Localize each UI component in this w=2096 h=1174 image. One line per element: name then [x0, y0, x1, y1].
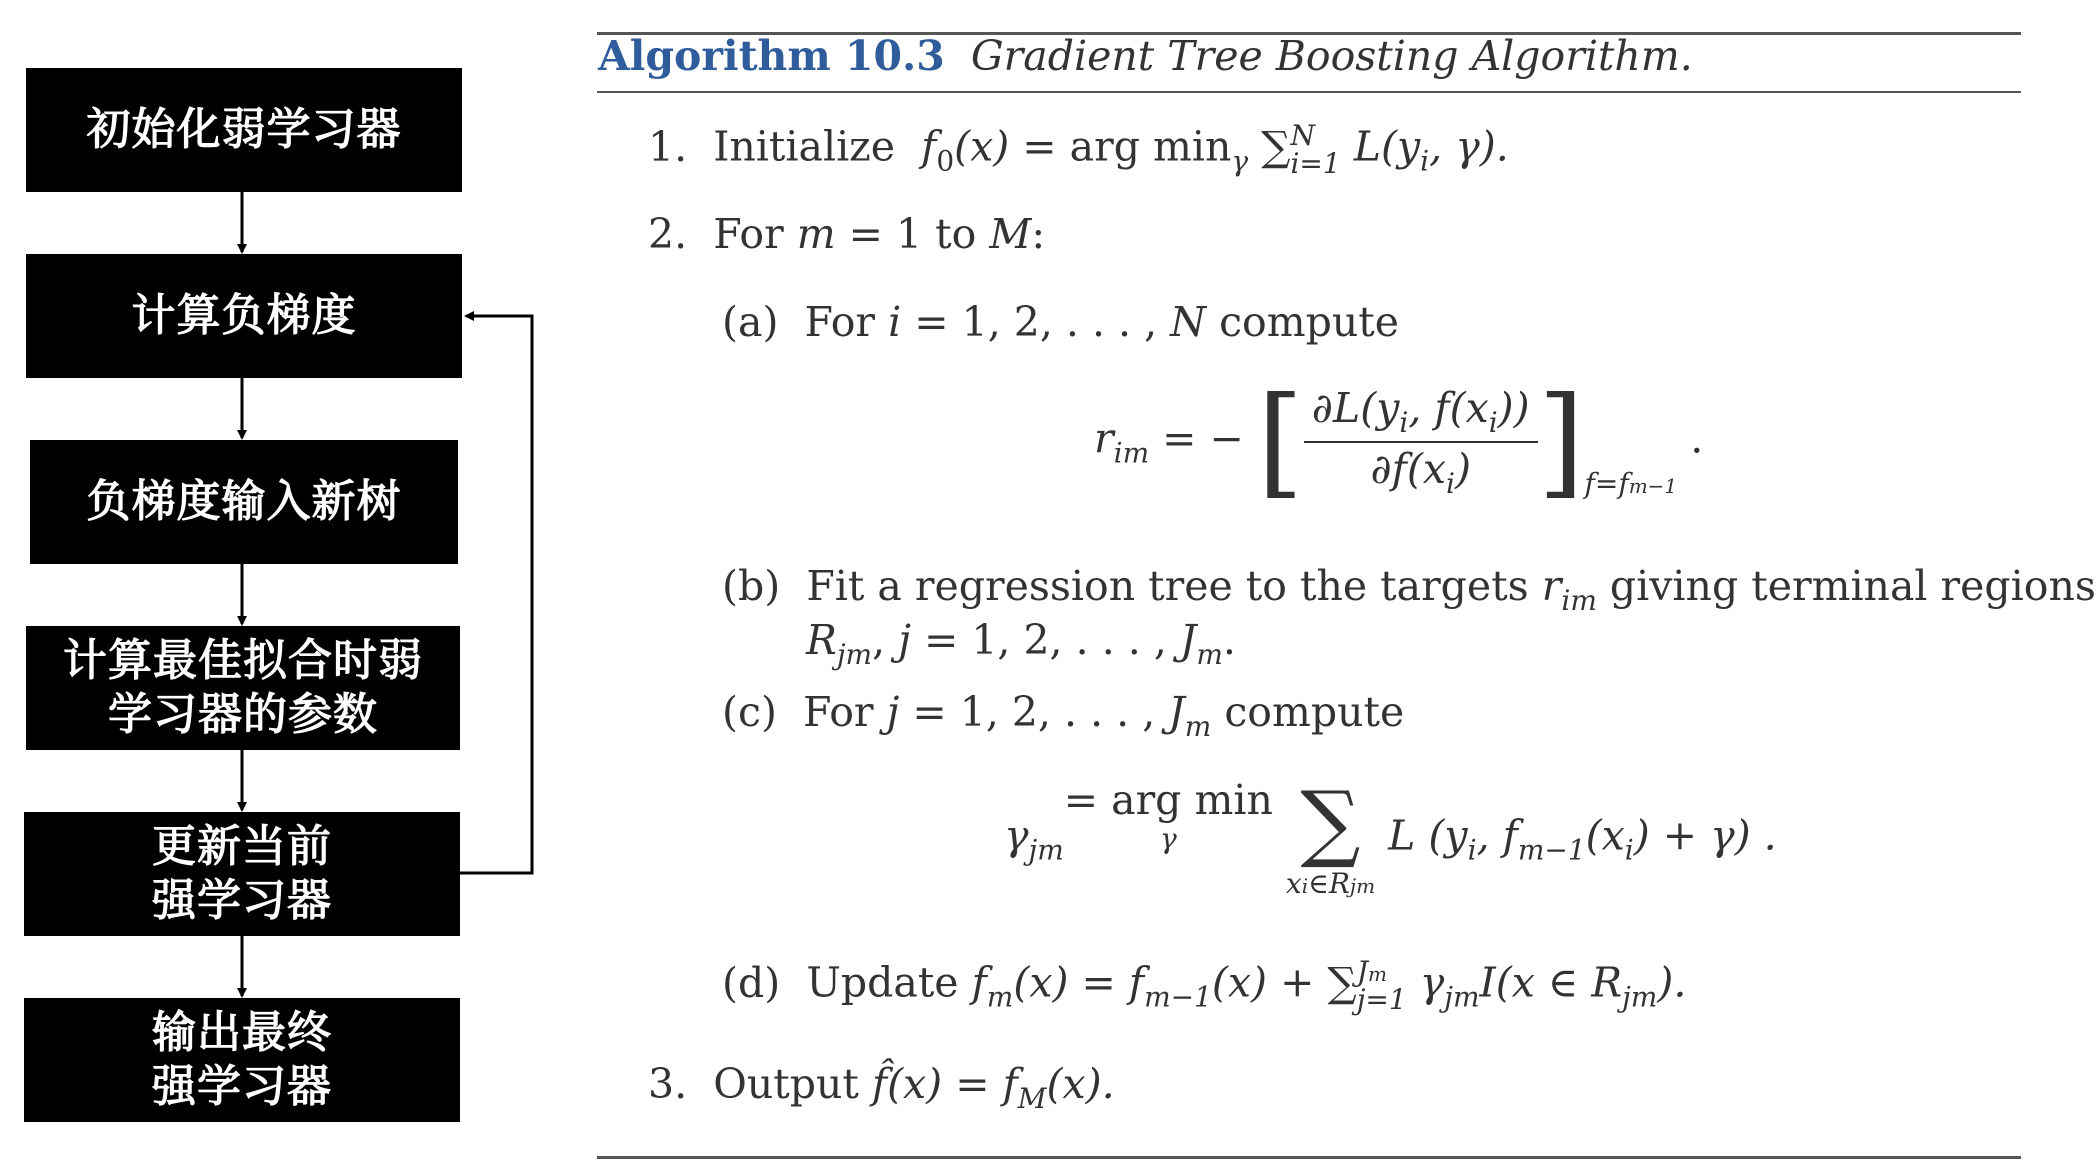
math-f: f [1128, 958, 1145, 1007]
step-2 [648, 210, 1045, 258]
bottom-rule [597, 1156, 2021, 1159]
math-r: r [1094, 414, 1114, 463]
sum-under-part: jm [1349, 874, 1376, 898]
num-sub: i [1488, 406, 1498, 439]
math-args: ). [1657, 958, 1687, 1007]
step-label: (a) [722, 298, 779, 346]
den-part: ) [1454, 445, 1471, 493]
sum-sup-part: J [1356, 955, 1368, 988]
flow-box-text: 初始化弱学习器 [86, 104, 402, 155]
sum-sub: j=1 [1356, 983, 1407, 1016]
num-sub: i [1399, 406, 1409, 439]
math-f: f [921, 122, 937, 171]
num-part: ∂L(y [1311, 384, 1400, 432]
math-args: ) + γ) . [1633, 811, 1777, 860]
step-text: For [804, 298, 876, 346]
step-2b-continued [806, 616, 1236, 671]
flow-box-text: 负梯度输入新树 [86, 476, 402, 527]
sum-sup [1356, 955, 1407, 988]
math-sub: m−1 [1144, 980, 1212, 1014]
algorithm-number: Algorithm 10.3 [598, 32, 945, 80]
step-2b [722, 562, 2096, 617]
math-sup: N [1290, 119, 1315, 152]
math-m: m [796, 210, 836, 258]
step-text: Initialize [713, 122, 896, 171]
gradient-fraction [1304, 384, 1538, 500]
eval-part: m−1 [1628, 473, 1678, 498]
step-3 [648, 1060, 1115, 1115]
math-x: (x) [954, 122, 1010, 171]
math-sub: 0 [936, 144, 955, 178]
math-L: L [1388, 811, 1416, 860]
num-part: )) [1497, 384, 1530, 432]
math-sub: jm [1028, 833, 1064, 867]
math-sub: jm [1444, 980, 1480, 1014]
step-text: . [1222, 616, 1236, 664]
math-f: f [1002, 1060, 1018, 1108]
step-label: 3. [648, 1060, 688, 1108]
math-eq: = arg min [1009, 122, 1232, 171]
step-2d [722, 955, 1687, 1016]
math-sub: i [1467, 833, 1477, 867]
math-I: I [1479, 958, 1496, 1007]
sum-sup-part: m [1367, 962, 1387, 986]
fraction-numerator [1304, 384, 1538, 443]
equation-r-im [1094, 372, 1704, 511]
math-period: . [1690, 414, 1704, 463]
step-text: compute [1206, 298, 1399, 346]
den-part: ∂f(x [1370, 445, 1446, 493]
eval-part: f=f [1584, 466, 1629, 500]
sum-symbol: ∑ [1300, 773, 1361, 871]
math-M: M [989, 210, 1032, 258]
step-label: 2. [648, 210, 688, 258]
step-label: (b) [722, 562, 781, 610]
num-part: , f(x [1408, 384, 1489, 432]
math-sub: M [1017, 1082, 1047, 1115]
step-label: (c) [722, 688, 777, 736]
math-sub: m [986, 980, 1014, 1014]
step-label: 1. [648, 122, 688, 171]
math-sub: jm [836, 638, 873, 671]
math-args: (x [1585, 811, 1625, 860]
step-text: = 1, 2, . . . , [910, 616, 1180, 664]
algorithm-title [598, 32, 1693, 80]
math-sub: im [1561, 584, 1597, 617]
fraction-denominator [1304, 443, 1538, 500]
step-text: Update [806, 958, 959, 1007]
math-x: (x) + [1211, 958, 1328, 1007]
step-text: = 1, 2, . . . , [899, 688, 1169, 736]
math-sub: m−1 [1517, 833, 1586, 867]
math-gamma: γ [1406, 958, 1445, 1007]
flow-box-text-line-2: 强学习器 [152, 875, 332, 926]
math-fhat: f̂ [871, 1060, 888, 1108]
math-sub: i [1420, 144, 1430, 178]
sum-under-part: i [1301, 874, 1309, 898]
argmin-text: = arg min [1063, 776, 1273, 824]
math-sub: m [1196, 638, 1223, 671]
flow-box-text-line-1: 输出最终 [152, 1007, 332, 1058]
math-args: (y [1428, 811, 1468, 860]
evaluation-subscript [1585, 467, 1678, 500]
step-text: , [872, 616, 899, 664]
flow-box-text-line-2: 学习器的参数 [108, 689, 378, 740]
flow-box-text-line-1: 计算最佳拟合时弱 [63, 635, 423, 686]
math-x: (x) = [887, 1060, 1003, 1108]
math-sub: m [1184, 710, 1212, 743]
math-L: L [1353, 122, 1381, 171]
step-text: Fit a regression tree to the targets [806, 562, 1542, 610]
math-J: J [1179, 616, 1197, 664]
step-text: compute [1211, 688, 1405, 736]
math-f: f [971, 958, 987, 1007]
step-text: For [713, 210, 784, 258]
sum-stack [1285, 773, 1376, 900]
step-2a [722, 298, 1399, 346]
argmin-stack [1063, 776, 1273, 855]
algorithm-name: Gradient Tree Boosting Algorithm. [970, 32, 1693, 80]
sum-under-part: x [1285, 867, 1302, 900]
math-gamma: γ [1004, 811, 1029, 860]
title-rule [597, 91, 2021, 93]
math-sub: i=1 [1290, 147, 1341, 180]
math-eq: = − [1149, 414, 1244, 463]
flow-box-text-line-2: 强学习器 [152, 1061, 332, 1112]
math-x: (x). [1046, 1060, 1115, 1108]
math-i: i [888, 298, 902, 346]
math-args: (y [1380, 122, 1421, 171]
right-bracket: ] [1537, 372, 1585, 511]
math-args-end: , γ). [1429, 122, 1509, 171]
math-J: J [1168, 688, 1185, 736]
math-sub: γ [1231, 144, 1249, 178]
flow-box-text-line-1: 更新当前 [152, 821, 332, 872]
math-j: j [898, 616, 911, 664]
step-text: = 1 to [835, 210, 990, 258]
step-text: = 1, 2, . . . , [901, 298, 1171, 346]
left-bracket: [ [1256, 372, 1304, 511]
argmin-under: γ [1159, 822, 1177, 855]
step-text: giving terminal regions [1596, 562, 2096, 610]
math-sub: im [1113, 436, 1150, 470]
sum-symbol: ∑ [1327, 958, 1357, 1007]
math-x: (x) = [1013, 958, 1129, 1007]
flow-box-text: 计算负梯度 [131, 290, 357, 341]
step-text: Output [713, 1060, 859, 1108]
math-N: N [1170, 298, 1207, 346]
math-j: j [886, 688, 900, 736]
math-r: r [1541, 562, 1562, 610]
step-2c [722, 688, 1404, 743]
step-text: : [1031, 210, 1046, 258]
math-sub: i [1624, 833, 1634, 867]
step-text: For [803, 688, 874, 736]
math-args: (x ∈ R [1495, 958, 1623, 1007]
math-R: R [806, 616, 837, 664]
step-1 [648, 119, 1509, 180]
step-label: (d) [722, 958, 781, 1007]
equation-gamma-jm [1004, 773, 1777, 900]
sum-under-part: ∈R [1308, 867, 1350, 900]
math-args: , f [1476, 811, 1518, 860]
sum-limits [1356, 955, 1407, 1016]
math-sub: jm [1622, 980, 1658, 1014]
sum-under [1285, 867, 1376, 900]
sum-symbol: ∑ [1261, 122, 1291, 171]
den-sub: i [1445, 467, 1455, 500]
